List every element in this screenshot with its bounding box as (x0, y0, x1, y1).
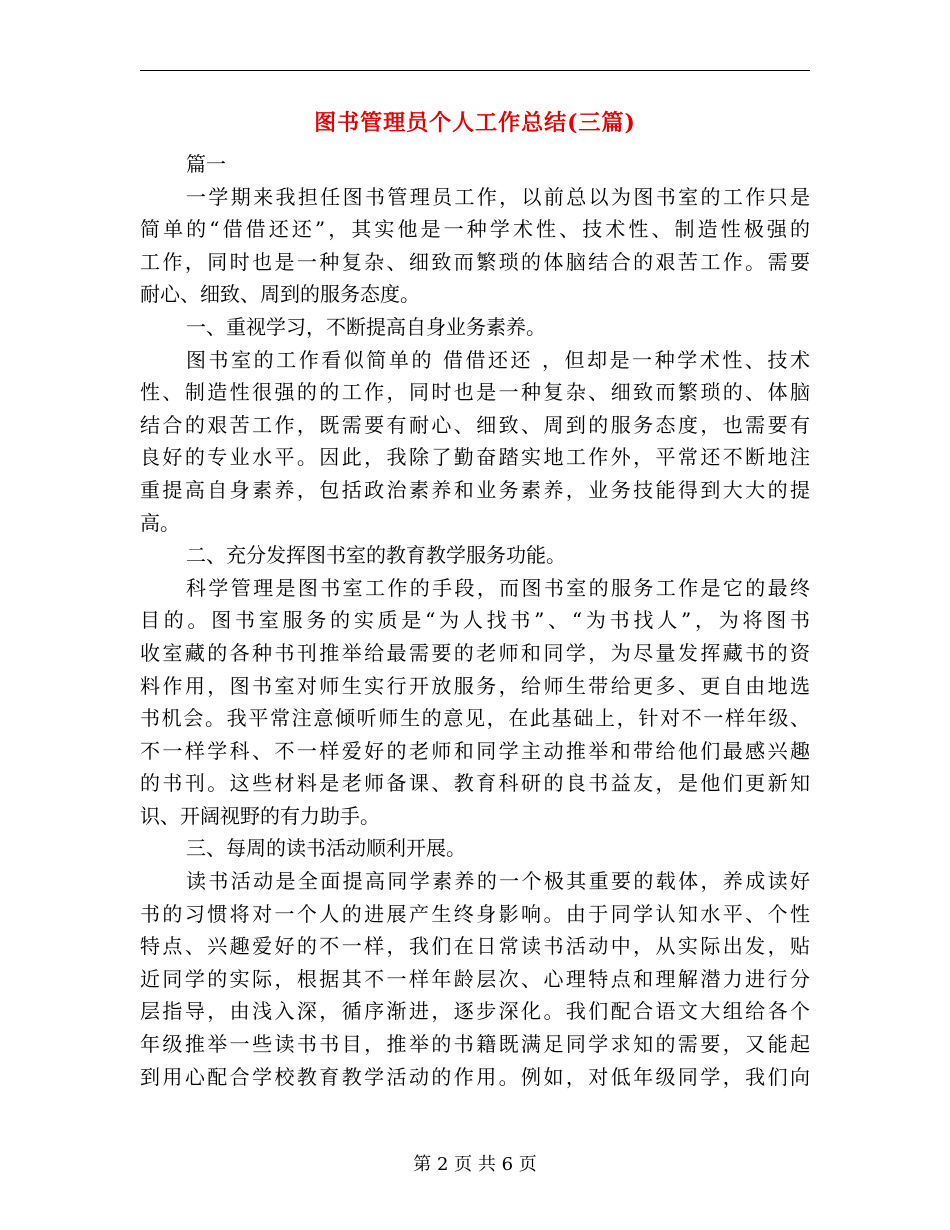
body-line: 工作，同时也是一种复杂、细致而繁琐的体脑结合的艰苦工作。需要 (140, 249, 810, 274)
subsection-heading: 二、充分发挥图书室的教育教学服务功能。 (186, 543, 566, 568)
body-line: 简单的“借借还还”，其实他是一种学术性、技术性、制造性极强的 (140, 217, 810, 242)
body-line: 目的。图书室服务的实质是“为人找书”、“为书找人”，为将图书 (140, 608, 810, 633)
body-line: 近同学的实际，根据其不一样年龄层次、心理特点和理解潜力进行分 (140, 966, 810, 991)
subsection-heading: 三、每周的读书活动顺利开展。 (186, 836, 466, 861)
body-line: 年级推举一些读书书目，推举的书籍既满足同学求知的需要，又能起 (140, 1032, 810, 1057)
body-line: 层指导，由浅入深，循序渐进，逐步深化。我们配合语文大组给各个 (140, 999, 810, 1024)
body-line: 的书刊。这些材料是老师备课、教育科研的良书益友，是他们更新知 (140, 771, 810, 796)
body-line: 到用心配合学校教育教学活动的作用。例如，对低年级同学，我们向 (140, 1064, 810, 1089)
body-line: 结合的艰苦工作，既需要有耐心、细致、周到的服务态度，也需要有 (140, 412, 810, 437)
body-line: 不一样学科、不一样爱好的老师和同学主动推举和带给他们最感兴趣 (140, 738, 810, 763)
body-line: 一学期来我担任图书管理员工作，以前总以为图书室的工作只是 (186, 184, 810, 209)
body-line: 性、制造性很强的的工作，同时也是一种复杂、细致而繁琐的、体脑 (140, 380, 810, 405)
body-line: 特点、兴趣爱好的不一样，我们在日常读书活动中，从实际出发，贴 (140, 934, 810, 959)
body-line: 读书活动是全面提高同学素养的一个极其重要的载体，养成读好 (186, 869, 810, 894)
body-line: 耐心、细致、周到的服务态度。 (140, 282, 420, 307)
body-line: 收室藏的各种书刊推举给最需要的老师和同学，为尽量发挥藏书的资 (140, 640, 810, 665)
section-heading: 篇一 (186, 152, 226, 176)
document-title: 图书管理员个人工作总结(三篇) (314, 110, 636, 136)
body-line: 科学管理是图书室工作的手段，而图书室的服务工作是它的最终 (186, 575, 810, 600)
page-number: 第 2 页 共 6 页 (413, 1154, 537, 1175)
body-line: 图书室的工作看似简单的 借借还还 ，但却是一种学术性、技术 (186, 347, 810, 372)
body-line: 料作用，图书室对师生实行开放服务，给师生带给更多、更自由地选 (140, 673, 810, 698)
header-rule (140, 70, 810, 71)
body-line: 良好的专业水平。因此，我除了勤奋踏实地工作外，平常还不断地注 (140, 445, 810, 470)
body-line: 重提高自身素养，包括政治素养和业务素养，业务技能得到大大的提 (140, 477, 810, 502)
body-line: 书的习惯将对一个人的进展产生终身影响。由于同学认知水平、个性 (140, 901, 810, 926)
body-line: 高。 (140, 510, 180, 535)
document-body (140, 148, 810, 1093)
subsection-heading: 一、重视学习，不断提高自身业务素养。 (186, 314, 546, 339)
body-line: 识、开阔视野的有力助手。 (140, 803, 380, 828)
body-line: 书机会。我平常注意倾听师生的意见，在此基础上，针对不一样年级、 (140, 706, 810, 731)
